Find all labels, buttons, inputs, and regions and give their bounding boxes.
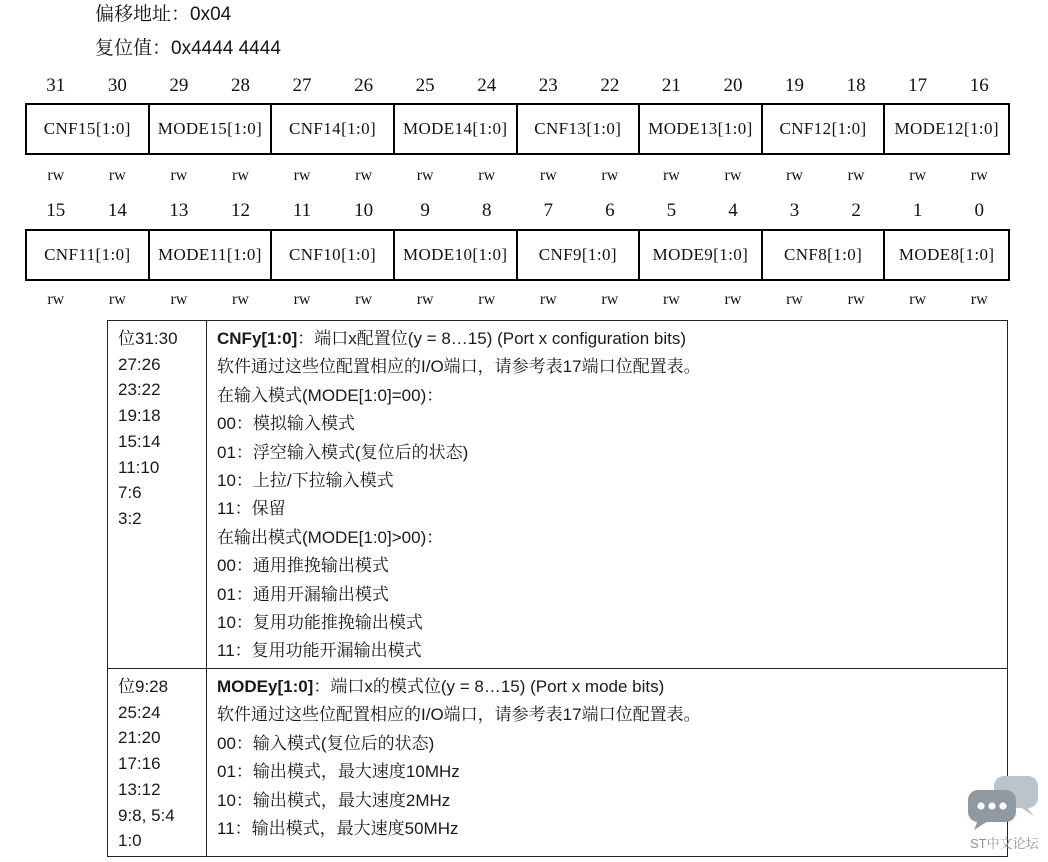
description-line: 在输出模式(MODE[1:0]>00)： bbox=[217, 527, 444, 547]
bit-number: 22 bbox=[600, 75, 620, 96]
offset-address: 偏移地址：0x04 bbox=[95, 4, 232, 25]
access-type: rw bbox=[170, 291, 188, 308]
register-field: CNF9[1:0] bbox=[518, 231, 641, 279]
bit-number: 14 bbox=[107, 200, 127, 221]
bit-number: 3 bbox=[789, 200, 800, 221]
access-type: rw bbox=[601, 167, 619, 184]
register-field: CNF13[1:0] bbox=[518, 105, 641, 153]
description-line: 10：复用功能推挽输出模式 bbox=[217, 613, 423, 633]
bit-range: 27:26 bbox=[118, 354, 161, 374]
access-type: rw bbox=[355, 167, 373, 184]
register-field: MODE14[1:0] bbox=[395, 105, 518, 153]
access-type: rw bbox=[539, 167, 557, 184]
access-type: rw bbox=[662, 291, 680, 308]
register-field: MODE8[1:0] bbox=[898, 245, 995, 264]
bit-number-row-high bbox=[25, 74, 1010, 98]
access-type: rw bbox=[108, 167, 126, 184]
register-field: CNF12[1:0] bbox=[763, 105, 886, 153]
register-field: MODE15[1:0] bbox=[150, 105, 273, 153]
access-type: rw bbox=[47, 167, 65, 184]
bit-range: 9:8, 5:4 bbox=[118, 805, 175, 825]
bit-number: 10 bbox=[354, 200, 374, 221]
access-type: rw bbox=[970, 167, 988, 184]
bit-number: 31 bbox=[46, 75, 66, 96]
access-type: rw bbox=[909, 291, 927, 308]
access-type: rw bbox=[847, 291, 865, 308]
access-type: rw bbox=[355, 291, 373, 308]
bit-number: 17 bbox=[908, 75, 928, 96]
field-title bbox=[217, 325, 1007, 353]
watermark-text: ST中文论坛 bbox=[970, 836, 1039, 851]
access-type: rw bbox=[786, 167, 803, 184]
bit-number: 28 bbox=[230, 75, 250, 96]
access-type: rw bbox=[416, 291, 434, 308]
access-type: rw bbox=[662, 167, 680, 184]
access-type: rw bbox=[478, 167, 496, 184]
bit-number: 23 bbox=[538, 75, 558, 96]
bit-number: 29 bbox=[169, 75, 189, 96]
description-lines bbox=[217, 701, 1007, 843]
access-type: rw bbox=[724, 291, 742, 308]
bit-number: 11 bbox=[292, 200, 312, 221]
bit-range: 25:24 bbox=[118, 702, 161, 722]
bit-number: 19 bbox=[785, 75, 805, 96]
register-field: MODE10[1:0] bbox=[395, 231, 518, 279]
register-field: CNF15[1:0] bbox=[27, 105, 150, 153]
bit-number: 7 bbox=[543, 200, 554, 221]
bit-range: 17:16 bbox=[118, 754, 161, 774]
description-lines bbox=[217, 353, 1007, 665]
access-type: rw bbox=[724, 167, 742, 184]
register-field: CNF8[1:0] bbox=[763, 231, 886, 279]
bit-number: 6 bbox=[605, 200, 615, 221]
bit-range: 15:14 bbox=[118, 431, 161, 451]
access-type: rw bbox=[786, 291, 803, 308]
description-line: 软件通过这些位配置相应的I/O端口，请参考表17端口位配置表。 bbox=[217, 357, 701, 377]
register-field: MODE13[1:0] bbox=[640, 105, 763, 153]
bit-range: 1:0 bbox=[118, 831, 142, 851]
bit-number: 20 bbox=[723, 75, 743, 96]
bit-number: 16 bbox=[969, 75, 989, 96]
description-row-cnf bbox=[108, 321, 1007, 668]
bit-number: 1 bbox=[912, 200, 923, 221]
bit-number: 30 bbox=[107, 75, 127, 96]
access-type: rw bbox=[601, 291, 619, 308]
bit-number: 5 bbox=[666, 200, 677, 221]
bit-number-row-low bbox=[25, 199, 1010, 223]
bit-range: 7:6 bbox=[118, 483, 142, 503]
bit-number: 18 bbox=[846, 75, 866, 96]
field-summary: ：端口x配置位(y = 8…15) (Port x configuration bits) bbox=[297, 329, 687, 348]
access-type: rw bbox=[293, 167, 311, 184]
access-type: rw bbox=[293, 291, 311, 308]
register-fields-high bbox=[25, 103, 1010, 155]
bit-number: 26 bbox=[354, 75, 374, 96]
field-summary: ：端口x的模式位(y = 8…15) (Port x mode bits) bbox=[313, 677, 665, 696]
access-type: rw bbox=[47, 291, 65, 308]
register-field: CNF11[1:0] bbox=[27, 231, 150, 279]
register-field: CNF14[1:0] bbox=[272, 105, 395, 153]
register-field: MODE11[1:0] bbox=[150, 231, 273, 279]
bit-range: 21:20 bbox=[118, 728, 161, 748]
description-line: 11：保留 bbox=[217, 499, 286, 519]
bit-number: 0 bbox=[974, 200, 984, 221]
access-type: rw bbox=[416, 167, 434, 184]
bit-number: 12 bbox=[230, 200, 250, 221]
description-line: 00：输入模式(复位后的状态) bbox=[217, 733, 435, 753]
bit-number: 24 bbox=[477, 75, 497, 96]
bit-description-table bbox=[107, 320, 1008, 857]
register-field: CNF10[1:0] bbox=[272, 231, 395, 279]
description-line: 01：输出模式，最大速度10MHz bbox=[217, 762, 460, 782]
field-name: CNFy[1:0] bbox=[217, 329, 298, 348]
access-type: rw bbox=[970, 291, 988, 308]
access-type: rw bbox=[232, 291, 249, 308]
description-line: 11：复用功能开漏输出模式 bbox=[217, 641, 422, 661]
reset-value: 复位值：0x4444 4444 bbox=[95, 38, 281, 59]
description-line: 在输入模式(MODE[1:0]=00)： bbox=[217, 385, 444, 405]
access-type: rw bbox=[478, 291, 496, 308]
description-line: 10：输出模式，最大速度2MHz bbox=[217, 790, 451, 810]
chat-bubbles-icon bbox=[968, 776, 1040, 830]
bit-range: 位31:30 bbox=[118, 329, 178, 348]
access-type: rw bbox=[170, 167, 188, 184]
bit-range-cell bbox=[108, 321, 207, 668]
register-field: MODE12[1:0] bbox=[894, 119, 999, 138]
description-line: 11：输出模式，最大速度50MHz bbox=[217, 819, 459, 839]
description-cell bbox=[207, 321, 1007, 668]
register-fields-low bbox=[25, 229, 1010, 281]
description-line: 01：通用开漏输出模式 bbox=[217, 584, 389, 604]
bit-number: 2 bbox=[851, 200, 861, 221]
description-line: 00：模拟输入模式 bbox=[217, 414, 355, 434]
bit-range: 23:22 bbox=[118, 380, 161, 400]
bit-number: 21 bbox=[661, 75, 681, 96]
bit-number: 13 bbox=[169, 200, 189, 221]
access-row-high bbox=[25, 165, 1010, 187]
bit-range: 19:18 bbox=[118, 406, 161, 426]
bit-range: 11:10 bbox=[118, 457, 160, 477]
bit-range: 位9:28 bbox=[118, 677, 169, 696]
access-type: rw bbox=[108, 291, 126, 308]
bit-range: 3:2 bbox=[118, 508, 142, 528]
description-cell bbox=[207, 669, 1007, 856]
access-type: rw bbox=[232, 167, 249, 184]
field-name: MODEy[1:0] bbox=[217, 677, 314, 696]
bit-number: 8 bbox=[481, 200, 492, 221]
description-line: 10：上拉/下拉输入模式 bbox=[217, 471, 394, 491]
access-type: rw bbox=[847, 167, 865, 184]
bit-number: 4 bbox=[728, 200, 738, 221]
field-title bbox=[217, 673, 1007, 701]
access-type: rw bbox=[909, 167, 927, 184]
bit-range: 13:12 bbox=[118, 779, 161, 799]
bit-number: 25 bbox=[415, 75, 435, 96]
access-type: rw bbox=[539, 291, 557, 308]
description-line: 00：通用推挽输出模式 bbox=[217, 556, 389, 576]
bit-number: 27 bbox=[292, 75, 312, 96]
description-line: 01：浮空输入模式(复位后的状态) bbox=[217, 442, 469, 462]
bit-number: 9 bbox=[420, 200, 430, 221]
description-row-mode bbox=[108, 668, 1007, 856]
access-row-low bbox=[25, 289, 1010, 311]
register-field: MODE9[1:0] bbox=[640, 231, 763, 279]
bit-range-cell bbox=[108, 669, 207, 856]
description-line: 软件通过这些位配置相应的I/O端口，请参考表17端口位配置表。 bbox=[217, 705, 701, 725]
bit-number: 15 bbox=[46, 200, 66, 221]
